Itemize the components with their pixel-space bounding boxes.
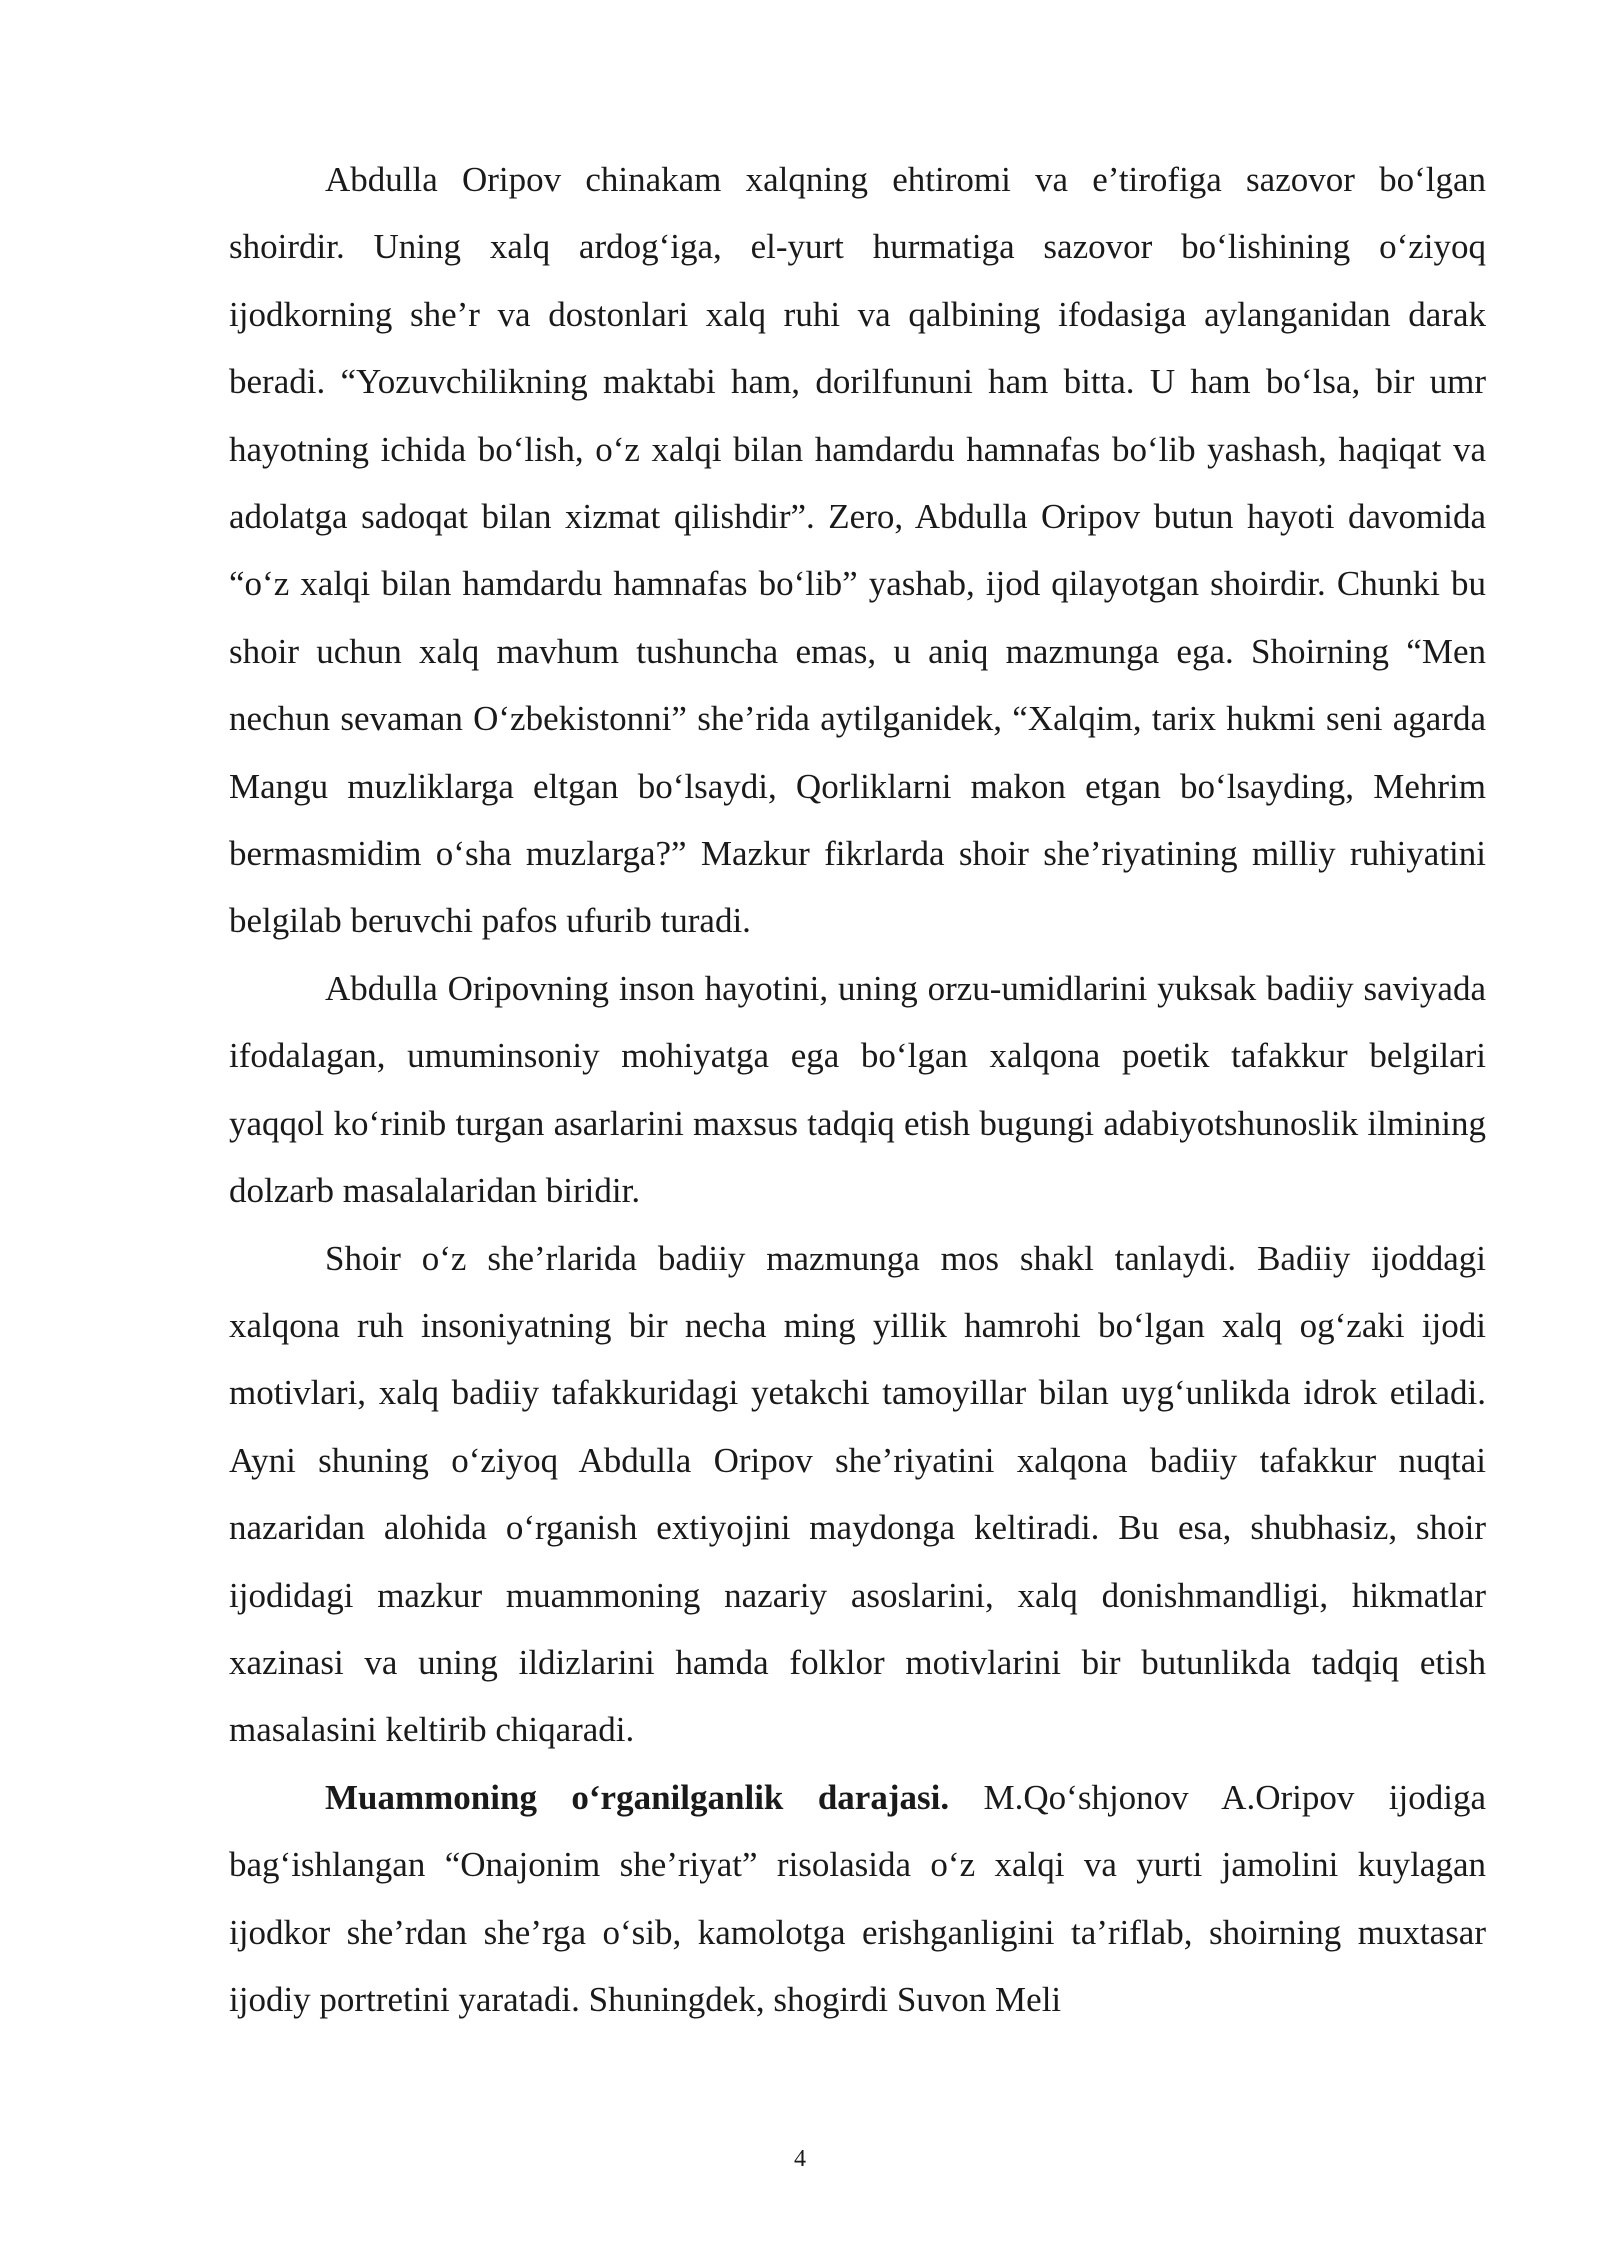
- paragraph-4-text: M.Qo‘shjonov A.Oripov ijodiga bag‘ishlangan “Onajonim she’riyat” risolasida o‘z xalqi va yurti jamolini kuylagan ijodkor she’rdan she’rga o‘sib, kamolotga erishganligini ta’riflab, shoirning muxtasar ijodiy portretini yaratadi. Shuningdek, shogirdi Suvon Meli: [229, 1777, 1486, 2019]
- page-number: 4: [794, 2146, 806, 2172]
- paragraph-3: Shoir o‘z she’rlarida badiiy mazmunga mos shakl tanlaydi. Badiiy ijoddagi xalqona ruh insoniyatning bir necha ming yillik hamrohi bo‘lgan xalq og‘zaki ijodi motivlari, xalq badiiy tafakkuridagi yetakchi tamoyillar bilan uyg‘unlikda idrok etiladi. Ayni shuning o‘ziyoq Abdulla Oripov she’riyatini xalqona badiiy tafakkur nuqtai nazaridan alohida o‘rganish extiyojini maydonga keltiradi. Bu esa, shubhasiz, shoir ijodidagi mazkur muammoning nazariy asoslarini, xalq donishmandligi, hikmatlar xazinasi va uning ildizlarini hamda folklor motivlarini bir butunlikda tadqiq etish masalasini keltirib chiqaradi.: [229, 1238, 1486, 1750]
- paragraph-4: [229, 1764, 1486, 2034]
- paragraph-2: Abdulla Oripovning inson hayotini, uning orzu-umidlarini yuksak badiiy saviyada ifodalagan, umuminsoniy mohiyatga ega bo‘lgan xalqona poetik tafakkur belgilari yaqqol ko‘rinib turgan asarlarini maxsus tadqiq etish bugungi adabiyotshunoslik ilmining dolzarb masalalaridan biridir.: [229, 968, 1486, 1211]
- section-heading-inline: Muammoning o‘rganilganlik darajasi.: [325, 1777, 950, 1817]
- body-text: [229, 146, 1486, 2033]
- paragraph-1: Abdulla Oripov chinakam xalqning ehtiromi va e’tirofiga sazovor bo‘lgan shoirdir. Uning xalq ardog‘iga, el-yurt hurmatiga sazovor bo‘lishining o‘ziyoq ijodkorning she’r va dostonlari xalq ruhi va qalbining ifodasiga aylanganidan darak beradi. “Yozuvchilikning maktabi ham, dorilfununi ham bitta. U ham bo‘lsa, bir umr hayotning ichida bo‘lish, o‘z xalqi bilan hamdardu hamnafas bo‘lib yashash, haqiqat va adolatga sadoqat bilan xizmat qilishdir”. Zero, Abdulla Oripov butun hayoti davomida “o‘z xalqi bilan hamdardu hamnafas bo‘lib” yashab, ijod qilayotgan shoirdir. Chunki bu shoir uchun xalq mavhum tushuncha emas, u aniq mazmunga ega. Shoirning “Men nechun sevaman O‘zbekistonni” she’rida aytilganidek, “Xalqim, tarix hukmi seni agarda Mangu muzliklarga eltgan bo‘lsaydi, Qorliklarni makon etgan bo‘lsayding, Mehrim bermasmidim o‘sha muzlarga?” Mazkur fikrlarda shoir she’riyatining milliy ruhiyatini belgilab beruvchi pafos ufurib turadi.: [229, 160, 1486, 941]
